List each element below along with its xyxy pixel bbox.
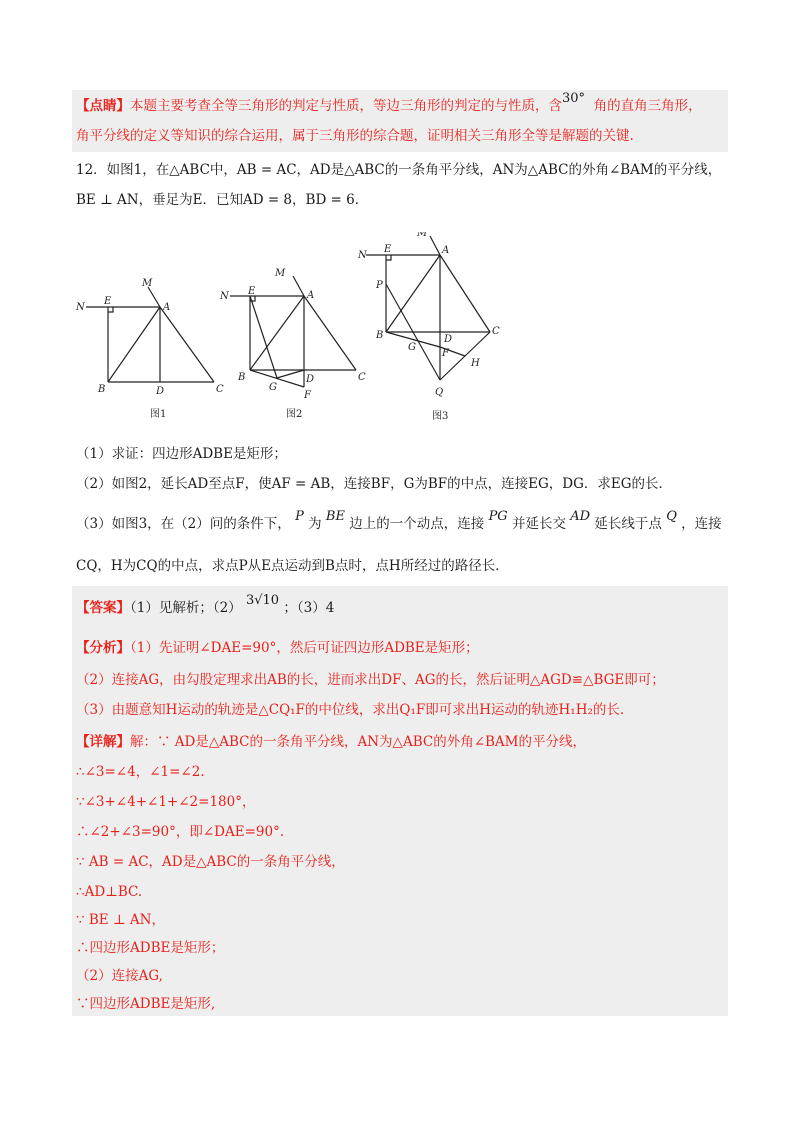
label-D-1: D	[156, 386, 165, 397]
label-C-2: C	[358, 372, 366, 383]
label-C-1: C	[216, 384, 224, 395]
geometry-figures	[72, 232, 532, 432]
label-Q-3: Q	[435, 387, 444, 398]
analysis-line-1: 【分析】（1）先证明∠DAE=90°，然后可证四边形ADBE是矩形；	[76, 640, 479, 656]
label-B-3: B	[376, 330, 384, 341]
question-3-line-2: CQ，H为CQ的中点，求点P从E点运动到B点时，点H所经过的路径长．	[76, 558, 509, 574]
analysis-line-3: （3）由题意知H运动的轨迹是△CQ₁F的中位线，求出Q₁F即可求出H运动的轨迹H₁H₂的长.	[76, 702, 625, 718]
detail-line-9: （2）连接AG,	[76, 968, 163, 984]
label-M-1: M	[142, 278, 153, 289]
label-P-3: P	[376, 280, 383, 291]
question-1: （1）求证：四边形ADBE是矩形；	[76, 446, 287, 462]
label-N-2: N	[220, 291, 229, 302]
problem-line-2: BE ⊥ AN，垂足为E．已知AD = 8，BD = 6．	[76, 192, 369, 208]
label-H-3: H	[471, 358, 480, 369]
detail-line-8: ∴四边形ADBE是矩形；	[76, 940, 225, 956]
label-E-3: E	[384, 244, 392, 255]
detail-line-1: 【详解】解：∵ AD是△ABC的一条角平分线，AN为△ABC的外角∠BAM的平分线，	[76, 734, 586, 750]
label-A-1: A	[163, 302, 171, 313]
fig1-caption: 图1	[150, 409, 167, 420]
label-G-3: G	[408, 342, 416, 353]
detail-line-10: ∵四边形ADBE是矩形,	[76, 996, 216, 1012]
label-E-1: E	[104, 296, 112, 307]
detail-line-7: ∵ BE ⊥ AN，	[76, 912, 165, 928]
angle-30: 30°	[562, 91, 586, 106]
detail-line-5: ∵ AB = AC，AD是△ABC的一条角平分线，	[76, 854, 345, 870]
label-D-3: D	[444, 334, 453, 345]
question-3-line-1: （3）如图3，在（2）问的条件下， P 为 BE 边上的一个动点，连接 PG 并延长交 AD 延长线于点 Q ，连接	[76, 509, 722, 532]
detail-line-2: ∴∠3=∠4，∠1=∠2.	[76, 764, 205, 780]
detail-line-4: ∴∠2+∠3=90°，即∠DAE=90°.	[76, 824, 285, 840]
label-B-2: B	[238, 372, 246, 383]
question-2: （2）如图2，延长AD至点F，使AF = AB，连接BF，G为BF的中点，连接EG，DG．求EG的长．	[76, 476, 673, 492]
label-M-2: M	[275, 268, 286, 279]
label-A-2: A	[307, 290, 315, 301]
label-F-3: F	[442, 348, 449, 359]
analysis-tag: 【分析】	[76, 640, 130, 656]
label-N-1: N	[76, 302, 85, 313]
label-E-2: E	[248, 286, 256, 297]
label-D-2: D	[306, 374, 315, 385]
label-G-2: G	[269, 382, 277, 393]
detail-line-3: ∵∠3+∠4+∠1+∠2=180°，	[76, 794, 256, 810]
label-B-1: B	[98, 384, 106, 395]
note-tag: 【点睛】	[76, 98, 130, 114]
fig2-caption: 图2	[286, 409, 303, 420]
detail-tag: 【详解】	[76, 734, 130, 750]
label-C-3: C	[492, 326, 500, 337]
answer-line: 【答案】（1）见解析；（2） 3√10 ；（3）4	[76, 593, 335, 616]
figures-svg	[72, 232, 532, 432]
analysis-line-2: （2）连接AG，由勾股定理求出AB的长，进而求出DF、AG的长，然后证明△AGD≌△BGE即可；	[76, 672, 665, 688]
problem-line-1: 12．如图1，在△ABC中，AB = AC，AD是△ABC的一条角平分线，AN为△ABC的外角∠BAM的平分线，	[76, 162, 722, 178]
label-A-3: A	[442, 245, 450, 256]
note-line-2: 角平分线的定义等知识的综合运用，属于三角形的综合题，证明相关三角形全等是解题的关键.	[76, 128, 634, 144]
note-line-1: 【点睛】本题主要考查全等三角形的判定与性质，等边三角形的判定的与性质，含30° 角的直角三角形，	[76, 91, 702, 114]
label-N-3: N	[358, 250, 367, 261]
label-M-3: M	[417, 232, 428, 239]
answer-sqrt: 3√10	[245, 593, 280, 608]
detail-line-6: ∴AD⊥BC.	[76, 884, 143, 900]
label-F-2: F	[304, 390, 311, 401]
answer-tag: 【答案】	[76, 600, 130, 616]
fig3-caption: 图3	[432, 411, 449, 422]
